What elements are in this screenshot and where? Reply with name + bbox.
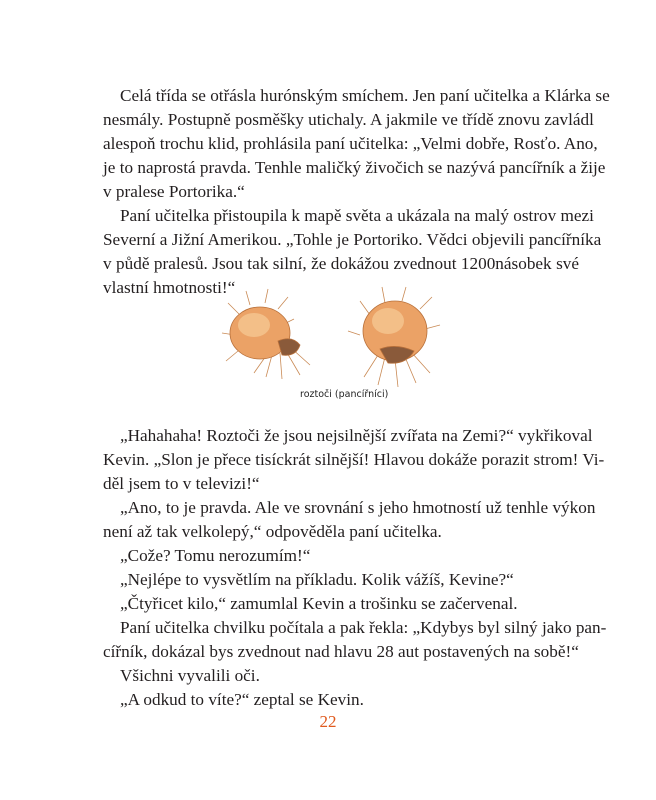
- text-line: nesmály. Postupně posměšky utichaly. A jakmile ve třídě znovu zavládl: [103, 110, 594, 129]
- text-line: v pralese Portorika.“: [103, 182, 245, 201]
- text-line: „A odkud to víte?“ zeptal se Kevin.: [120, 690, 364, 709]
- text-line: Paní učitelka přistoupila k mapě světa a ukázala na malý ostrov mezi: [120, 206, 594, 225]
- text-line: v půdě pralesů. Jsou tak silní, že dokážou zvednout 1200násobek své: [103, 254, 579, 273]
- mite-right-icon: [348, 287, 440, 387]
- text-line: Severní a Jižní Amerikou. „Tohle je Portoriko. Vědci objevili pancířníka: [103, 230, 602, 249]
- text-line: Kevin. „Slon je přece tisíckrát silnější! Hlavou dokáže porazit strom! Vi-: [103, 450, 605, 469]
- text-line: „Čtyřicet kilo,“ zamumlal Kevin a trošinku se začervenal.: [120, 594, 518, 613]
- text-line: „Nejlépe to vysvětlím na příkladu. Kolik vážíš, Kevine?“: [120, 570, 514, 589]
- mite-left-icon: [222, 289, 310, 379]
- text-line: Celá třída se otřásla hurónským smíchem. Jen paní učitelka a Klárka se: [120, 86, 610, 105]
- mites-illustration: [220, 285, 460, 395]
- text-line: cířník, dokázal bys zvednout nad hlavu 28 aut postavených na sobě!“: [103, 642, 579, 661]
- text-block-top: [103, 84, 610, 300]
- text-line: není až tak velkolepý,“ odpověděla paní učitelka.: [103, 522, 442, 541]
- text-line: „Cože? Tomu nerozumím!“: [120, 546, 311, 565]
- page-number: 22: [319, 712, 337, 731]
- text-line: Paní učitelka chvilku počítala a pak řekla: „Kdybys byl silný jako pan-: [120, 618, 607, 637]
- text-line: alespoň trochu klid, prohlásila paní učitelka: „Velmi dobře, Rosťo. Ano,: [103, 134, 598, 153]
- text-line: je to naprostá pravda. Tenhle maličký živočich se nazývá pancířník a žije: [103, 158, 606, 177]
- figure-caption: roztoči (pancířníci): [300, 389, 389, 400]
- text-block-bottom: [103, 424, 607, 712]
- text-line: vlastní hmotnosti!“: [103, 278, 236, 297]
- text-line: „Ano, to je pravda. Ale ve srovnání s jeho hmotností už tenhle výkon: [120, 498, 596, 517]
- text-line: děl jsem to v televizi!“: [103, 474, 260, 493]
- text-line: „Hahahaha! Roztoči že jsou nejsilnější zvířata na Zemi?“ vykřikoval: [120, 426, 593, 445]
- text-line: Všichni vyvalili oči.: [120, 666, 260, 685]
